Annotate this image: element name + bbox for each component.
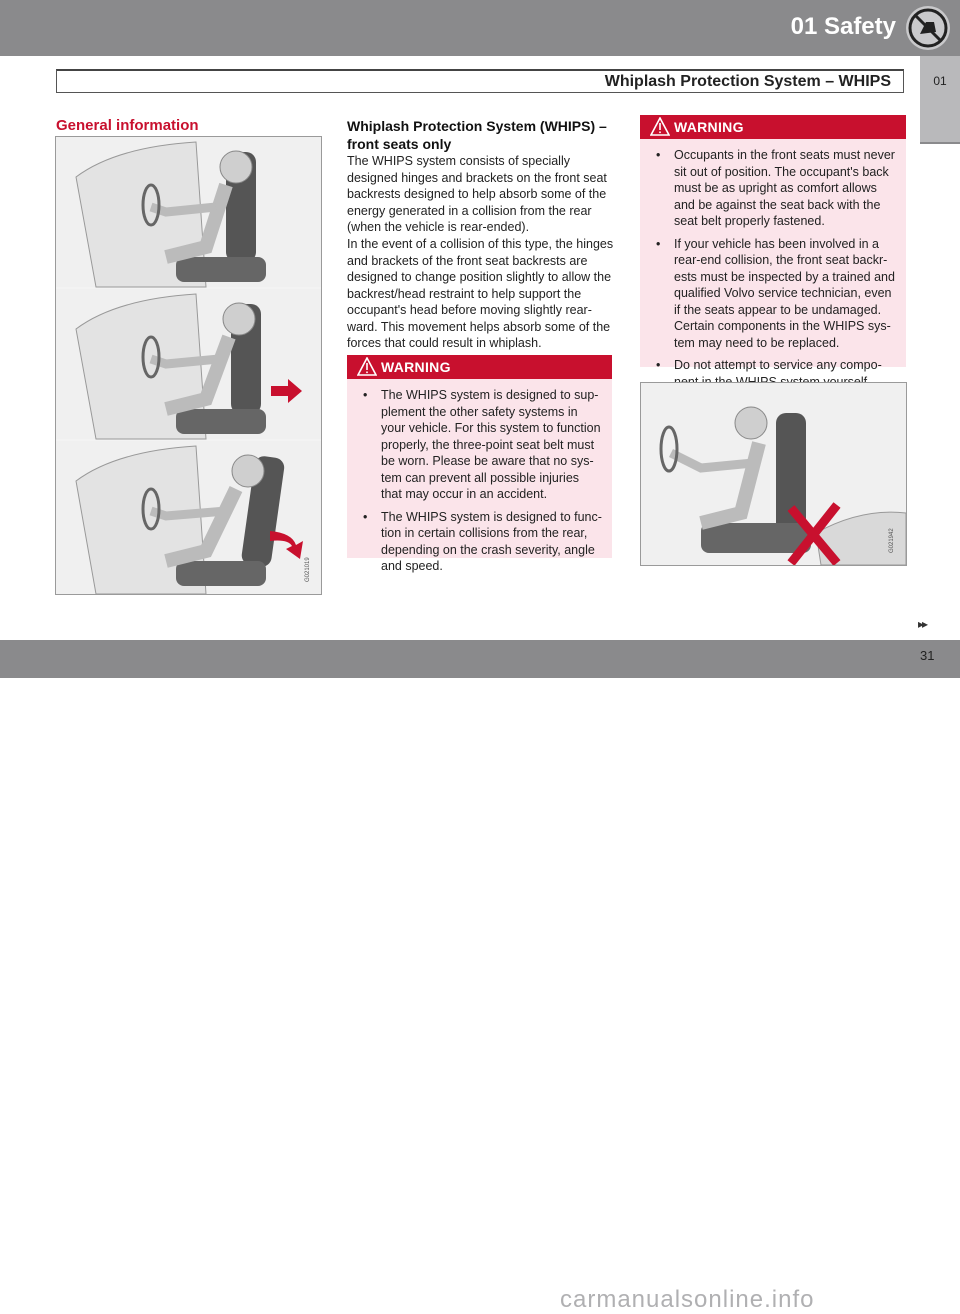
warning-list	[640, 139, 906, 406]
warning-header	[347, 355, 612, 379]
next-page-arrows-icon[interactable]: ▸▸	[918, 617, 927, 631]
chapter-title: 01 Safety	[790, 13, 896, 40]
warning-box-right	[640, 115, 906, 372]
warning-title: WARNING	[674, 119, 744, 135]
section-bar	[56, 69, 904, 93]
warning-item: • The WHIPS system is designed to sup-plement the other safety systems in your vehicle. For this system to function properly, the three-point seat belt must be worn. Please be aware that no sys-tem can prevent all possible injuries that may occur in an accident.	[357, 387, 602, 503]
warning-triangle-icon	[357, 357, 377, 376]
paragraph-1: The WHIPS system consists of specially designed hinges and brackets on the front seat backrests designed to help absorb some of the energy generated in a collision from the rear (when the vehicle is rear-ended).	[347, 154, 607, 234]
warning-item: • If your vehicle has been involved in a rear-end collision, the front seat backr-ests must be inspected by a trained and qualified Volvo service technician, even if the seats appear to be undamaged. Certain components in the WHIPS sys-tem may need to be replaced.	[650, 236, 896, 352]
no-rear-object-illustration	[640, 382, 907, 566]
warning-item: • Occupants in the front seats must never sit out of position. The occupant's back must be as upright as comfort allows and be against the seat back with the seat belt properly fastened.	[650, 147, 896, 230]
warning-header	[640, 115, 906, 139]
header-band	[0, 0, 960, 56]
warning-item: • The WHIPS system is designed to func-tion in certain collisions from the rear, depending on the crash severity, angle and speed.	[357, 509, 602, 575]
chapter-tab-label: 01	[933, 74, 947, 88]
chapter-tab[interactable]	[920, 56, 960, 142]
warning-title: WARNING	[381, 359, 451, 375]
warning-box-middle	[347, 355, 612, 573]
general-information-heading: General information	[56, 117, 199, 134]
side-rule	[920, 142, 960, 144]
warning-list	[347, 379, 612, 591]
paragraph-2: In the event of a collision of this type, the hinges and brackets of the front seat backrests are designed to change position slightly to allow the backrest/head restraint to help support the occupant's head before moving slightly rear-ward. This movement helps absorb some of the forces that could result in whiplash.	[347, 237, 614, 350]
section-title: Whiplash Protection System – WHIPS	[604, 73, 891, 90]
whips-heading: Whiplash Protection System (WHIPS) – front seats only	[347, 118, 607, 152]
panel-1	[56, 137, 321, 287]
footer-band	[0, 640, 960, 1313]
watermark: carmanualsonline.info	[560, 1286, 815, 1313]
figure-code: G021942	[889, 528, 895, 553]
panel-3	[56, 441, 321, 594]
page-number: 31	[920, 648, 935, 663]
whips-sequence-illustration	[55, 136, 322, 595]
warning-triangle-icon	[650, 117, 670, 136]
panel-2	[56, 289, 321, 439]
figure-code: G021019	[305, 557, 311, 582]
no-child-seat-icon	[906, 6, 950, 50]
warning-item: • Do not attempt to service any compo-	[650, 357, 896, 390]
